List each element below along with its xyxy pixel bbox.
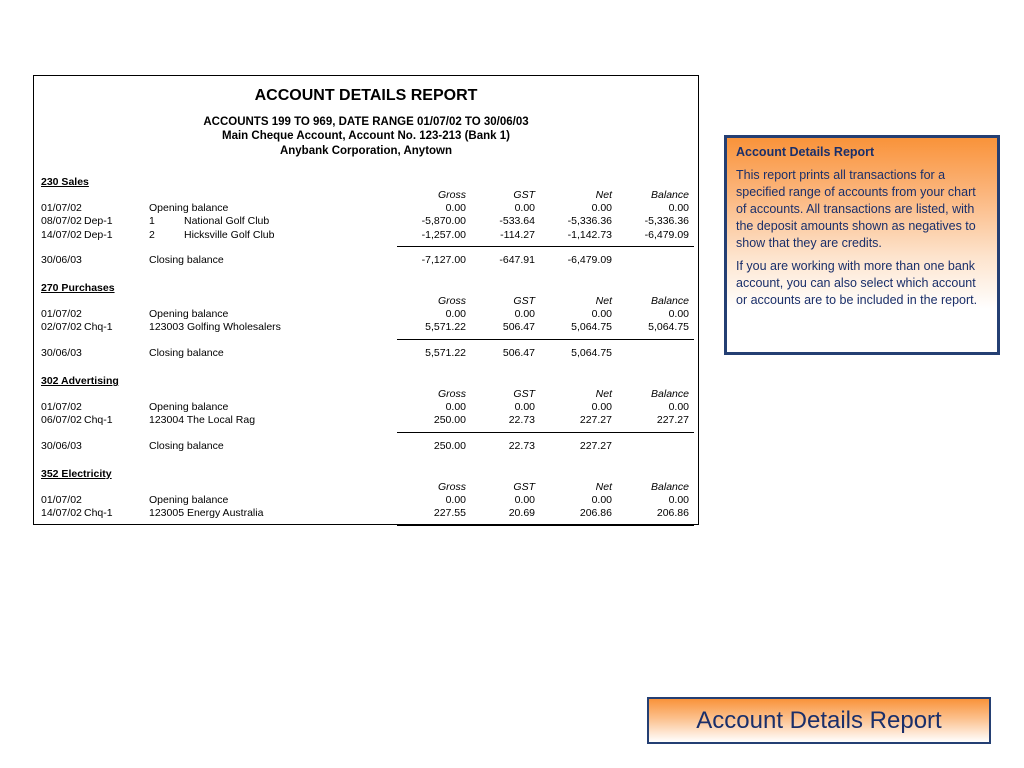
row-description: Opening balance xyxy=(149,401,229,413)
callout-title: Account Details Report xyxy=(736,145,875,159)
row-net: -1,142.73 xyxy=(567,228,612,241)
row-date: 01/07/02 xyxy=(41,308,82,320)
row-gross: 0.00 xyxy=(445,202,466,214)
report-panel xyxy=(33,75,699,525)
callout-paragraph: If you are working with more than one bank account, you can also select which account or accounts are to be included in the report. xyxy=(736,259,978,307)
column-header-gst: GST xyxy=(513,295,535,307)
row-gross: -5,870.00 xyxy=(421,215,466,228)
report-subtitle-account: Main Cheque Account, Account No. 123-213 (Bank 1) xyxy=(222,130,510,142)
row-description: 123004 The Local Rag xyxy=(149,414,256,427)
row-gross: 250.00 xyxy=(433,414,466,427)
closing-description: Closing balance xyxy=(149,346,224,359)
row-reference: Dep-1 xyxy=(84,228,113,241)
row-description: 123003 Golfing Wholesalers xyxy=(149,321,281,334)
total-rule xyxy=(397,525,694,526)
closing-date: 30/06/03 xyxy=(41,253,82,266)
column-header-balance: Balance xyxy=(651,295,689,307)
section-heading: 230 Sales xyxy=(41,176,89,188)
row-gross: 5,571.22 xyxy=(425,321,466,334)
column-header-net: Net xyxy=(595,189,612,201)
closing-description: Closing balance xyxy=(149,253,224,266)
row-net: 0.00 xyxy=(591,202,612,214)
row-balance: 206.86 xyxy=(656,507,689,520)
row-gross: -1,257.00 xyxy=(421,228,466,241)
report-title: ACCOUNT DETAILS REPORT xyxy=(254,87,478,104)
row-reference: Dep-1 xyxy=(84,215,113,228)
row-net: -5,336.36 xyxy=(567,215,612,228)
closing-net: 227.27 xyxy=(579,439,612,452)
column-header-gross: Gross xyxy=(437,481,466,493)
row-date: 14/07/02 xyxy=(41,507,82,520)
column-header-net: Net xyxy=(595,481,612,493)
closing-gross: -7,127.00 xyxy=(421,253,466,266)
total-rule xyxy=(397,339,694,340)
row-date: 01/07/02 xyxy=(41,202,82,214)
footer-label-text: Account Details Report xyxy=(696,706,942,734)
closing-date: 30/06/03 xyxy=(41,346,82,359)
row-gst: 0.00 xyxy=(514,308,535,320)
row-net: 227.27 xyxy=(579,414,612,427)
closing-gross: 250.00 xyxy=(433,439,466,452)
row-date: 01/07/02 xyxy=(41,494,82,506)
column-header-gross: Gross xyxy=(437,388,466,400)
report-subtitle-bank: Anybank Corporation, Anytown xyxy=(279,145,453,157)
column-header-balance: Balance xyxy=(651,481,689,493)
row-gst: 506.47 xyxy=(502,321,535,334)
total-rule xyxy=(397,246,694,247)
column-header-gst: GST xyxy=(513,388,535,400)
closing-gst: -647.91 xyxy=(499,253,535,266)
row-gross: 0.00 xyxy=(445,308,466,320)
row-description: Opening balance xyxy=(149,494,229,506)
row-gst: -533.64 xyxy=(499,215,535,228)
column-header-balance: Balance xyxy=(651,388,689,400)
closing-net: 5,064.75 xyxy=(571,346,612,359)
row-gst: 0.00 xyxy=(514,202,535,214)
row-description: 1 National Golf Club xyxy=(149,215,270,228)
column-header-net: Net xyxy=(595,295,612,307)
column-header-gross: Gross xyxy=(437,189,466,201)
row-balance: -6,479.09 xyxy=(644,228,689,241)
closing-net: -6,479.09 xyxy=(567,253,612,266)
row-reference: Chq-1 xyxy=(84,507,113,520)
column-header-balance: Balance xyxy=(651,189,689,201)
row-net: 0.00 xyxy=(591,308,612,320)
closing-date: 30/06/03 xyxy=(41,439,82,452)
row-balance: 0.00 xyxy=(668,401,689,413)
section-heading: 352 Electricity xyxy=(41,468,112,480)
row-gst: 0.00 xyxy=(514,494,535,506)
row-date: 14/07/02 xyxy=(41,228,82,241)
row-balance: 0.00 xyxy=(668,494,689,506)
closing-gst: 506.47 xyxy=(502,346,535,359)
closing-description: Closing balance xyxy=(149,439,224,452)
row-description: Opening balance xyxy=(149,202,229,214)
column-header-gross: Gross xyxy=(437,295,466,307)
column-header-net: Net xyxy=(595,388,612,400)
column-header-gst: GST xyxy=(513,481,535,493)
row-reference: Chq-1 xyxy=(84,414,113,427)
row-net: 0.00 xyxy=(591,401,612,413)
row-gross: 227.55 xyxy=(433,507,466,520)
total-rule xyxy=(397,432,694,433)
row-reference: Chq-1 xyxy=(84,321,113,334)
row-balance: 0.00 xyxy=(668,308,689,320)
row-net: 0.00 xyxy=(591,494,612,506)
callout-paragraph: This report prints all transactions for a specified range of accounts from your chart of accounts. All transactions are listed, with the deposit amounts shown as negatives to show that they are credits. xyxy=(736,168,976,250)
row-balance: 0.00 xyxy=(668,202,689,214)
row-gst: 20.69 xyxy=(508,507,535,520)
row-gross: 0.00 xyxy=(445,494,466,506)
row-balance: 5,064.75 xyxy=(648,321,689,334)
footer-label xyxy=(647,697,991,744)
row-gst: -114.27 xyxy=(500,228,535,241)
row-description: Opening balance xyxy=(149,308,229,320)
row-gst: 0.00 xyxy=(514,401,535,413)
row-date: 02/07/02 xyxy=(41,321,82,334)
row-date: 01/07/02 xyxy=(41,401,82,413)
row-net: 5,064.75 xyxy=(571,321,612,334)
closing-gross: 5,571.22 xyxy=(425,346,466,359)
closing-gst: 22.73 xyxy=(508,439,535,452)
section-heading: 302 Advertising xyxy=(41,375,119,387)
info-callout xyxy=(724,135,1000,355)
row-balance: -5,336.36 xyxy=(644,215,689,228)
section-heading: 270 Purchases xyxy=(41,282,115,294)
row-date: 06/07/02 xyxy=(41,414,82,427)
row-gross: 0.00 xyxy=(445,401,466,413)
row-description: 2 Hicksville Golf Club xyxy=(149,228,275,241)
row-net: 206.86 xyxy=(579,507,612,520)
row-date: 08/07/02 xyxy=(41,215,82,228)
column-header-gst: GST xyxy=(513,189,535,201)
row-gst: 22.73 xyxy=(508,414,535,427)
row-description: 123005 Energy Australia xyxy=(149,507,264,520)
row-balance: 227.27 xyxy=(656,414,689,427)
report-subtitle-range: ACCOUNTS 199 TO 969, DATE RANGE 01/07/02 TO 30/06/03 xyxy=(203,116,529,128)
